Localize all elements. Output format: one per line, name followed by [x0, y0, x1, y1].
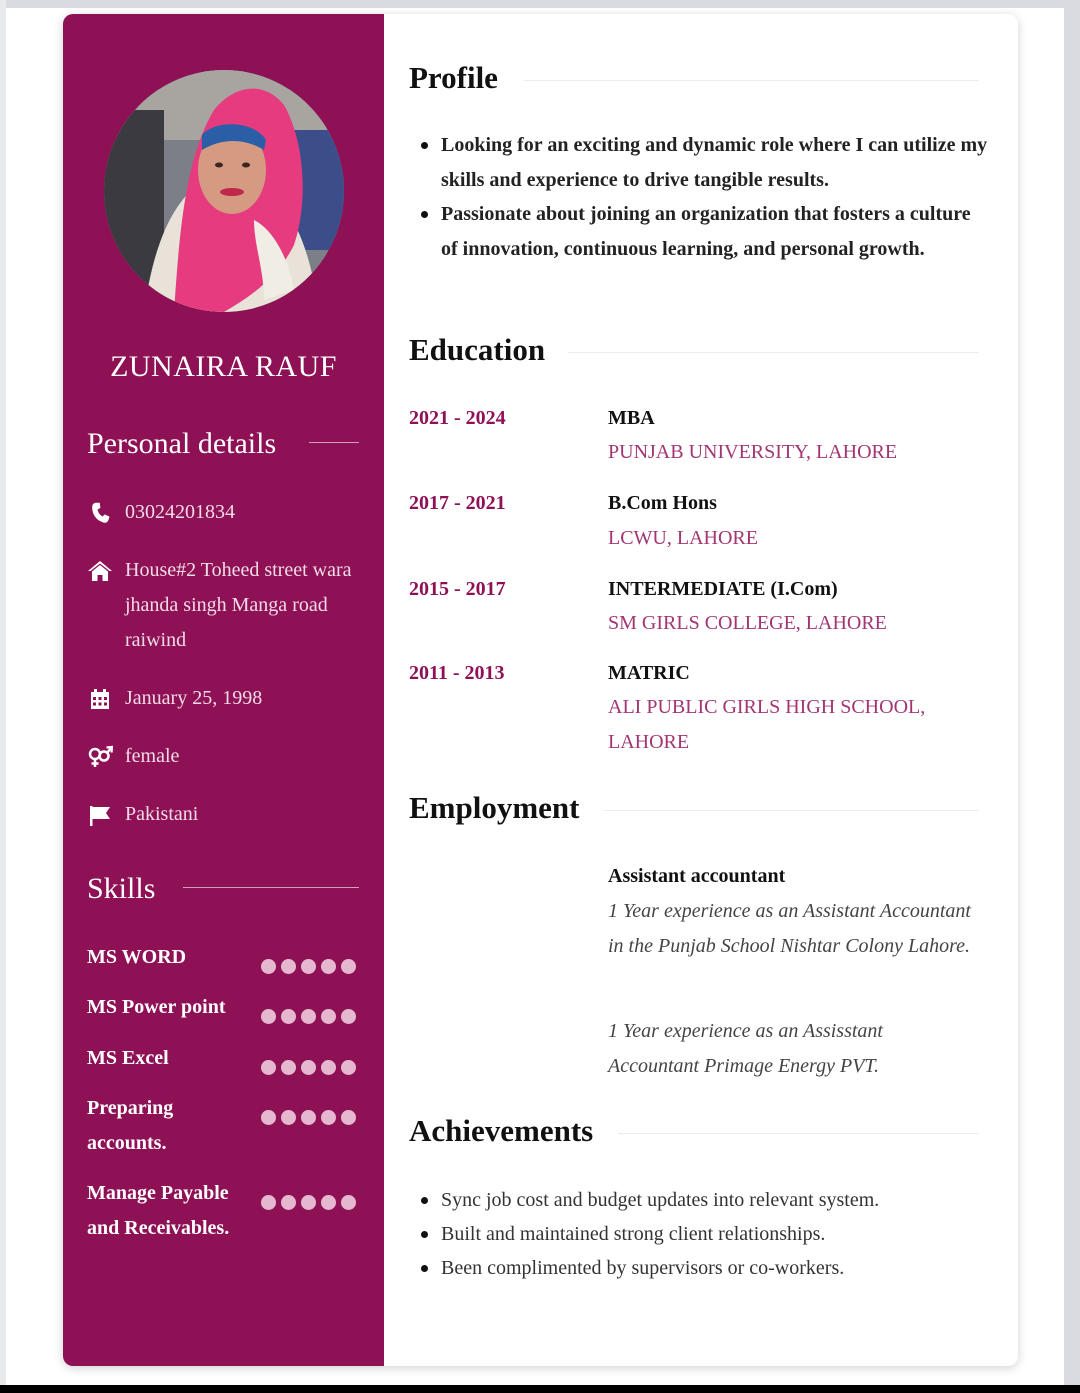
skills-divider [183, 887, 359, 888]
achievements-heading: Achievements [409, 1113, 594, 1148]
resume-sheet [63, 14, 1018, 1366]
rating-dot [321, 1195, 336, 1210]
skill-row [87, 1041, 377, 1076]
job-title: Assistant accountant [608, 865, 786, 887]
dob-detail [87, 681, 367, 716]
rating-dot [301, 959, 316, 974]
rating-dot [261, 1060, 276, 1075]
job-description: 1 Year experience as an Assistant Accountant in the Punjab School Nishtar Colony Lahore. [608, 900, 971, 957]
achievement-bullet: Sync job cost and budget updates into relevant system. [409, 1183, 989, 1217]
rating-dot [261, 1110, 276, 1125]
achievements-divider [618, 1133, 979, 1134]
rating-dot [301, 1195, 316, 1210]
edu-school: ALI PUBLIC GIRLS HIGH SCHOOL, LAHORE [608, 696, 926, 753]
rating-dot [341, 1009, 356, 1024]
skill-name: Preparing accounts. [87, 1097, 174, 1154]
gender-icon [87, 745, 113, 769]
skill-name: MS WORD [87, 946, 187, 968]
rating-dot [341, 959, 356, 974]
screen-top-edge [0, 0, 1080, 8]
profile-bullet: Passionate about joining an organization that fosters a culture of innovation, continuous learning, and personal growth. [409, 197, 989, 266]
profile-divider [524, 80, 979, 81]
skill-rating [261, 951, 361, 986]
skill-rating [261, 1052, 361, 1087]
profile-list [409, 128, 989, 266]
skills-heading: Skills [87, 872, 156, 905]
skill-name: Manage Payable and Receivables. [87, 1182, 230, 1239]
achievements-list [409, 1183, 989, 1285]
rating-dot [301, 1110, 316, 1125]
skill-row [87, 1091, 377, 1161]
profile-bullet: Looking for an exciting and dynamic role where I can utilize my skills and experience to drive tangible results. [409, 128, 989, 197]
profile-heading: Profile [409, 60, 498, 95]
rating-dot [321, 1009, 336, 1024]
rating-dot [281, 1009, 296, 1024]
date-of-birth: January 25, 1998 [125, 687, 263, 709]
edu-degree: MATRIC [608, 662, 690, 684]
rating-dot [281, 1195, 296, 1210]
skill-name: MS Power point [87, 996, 226, 1018]
achievement-bullet: Built and maintained strong client relationships. [409, 1217, 989, 1251]
education-heading: Education [409, 332, 546, 367]
rating-dot [321, 959, 336, 974]
rating-dot [261, 1009, 276, 1024]
phone-detail [87, 495, 367, 530]
address-detail [87, 553, 367, 658]
calendar-icon [87, 687, 113, 711]
phone-number: 03024201834 [125, 501, 235, 523]
rating-dot [281, 1110, 296, 1125]
achievement-bullet: Been complimented by supervisors or co-workers. [409, 1251, 989, 1285]
rating-dot [301, 1009, 316, 1024]
edu-school: SM GIRLS COLLEGE, LAHORE [608, 612, 887, 634]
edu-years: 2021 - 2024 [409, 407, 506, 429]
rating-dot [281, 959, 296, 974]
rating-dot [261, 1195, 276, 1210]
screen-right-edge [1064, 0, 1080, 1393]
job-description: 1 Year experience as an Assisstant Accountant Primage Energy PVT. [608, 1020, 883, 1077]
edu-years: 2017 - 2021 [409, 492, 506, 514]
profile-photo-illustration [104, 70, 344, 312]
edu-school: LCWU, LAHORE [608, 527, 758, 549]
screen-left-edge [0, 0, 6, 1393]
edu-years: 2011 - 2013 [409, 662, 505, 684]
candidate-name: ZUNAIRA RAUF [110, 350, 337, 383]
skill-rating [261, 1001, 361, 1036]
skill-rating [261, 1187, 361, 1222]
rating-dot [321, 1060, 336, 1075]
gender-detail [87, 739, 367, 774]
education-divider [568, 352, 979, 353]
rating-dot [321, 1110, 336, 1125]
skill-row [87, 990, 377, 1025]
rating-dot [301, 1060, 316, 1075]
edu-degree: MBA [608, 407, 655, 429]
gender: female [125, 745, 180, 767]
nationality-detail [87, 797, 367, 832]
personal-details-heading: Personal details [87, 427, 277, 460]
employment-divider [603, 810, 979, 811]
edu-school: PUNJAB UNIVERSITY, LAHORE [608, 441, 898, 463]
personal-details-divider [309, 442, 359, 443]
edu-degree: INTERMEDIATE (I.Com) [608, 578, 838, 600]
employment-heading: Employment [409, 790, 580, 825]
rating-dot [341, 1060, 356, 1075]
resume-sidebar [63, 14, 384, 1366]
rating-dot [341, 1195, 356, 1210]
edu-degree: B.Com Hons [608, 492, 717, 514]
rating-dot [261, 959, 276, 974]
home-icon [87, 559, 113, 583]
rating-dot [281, 1060, 296, 1075]
skill-rating [261, 1102, 361, 1137]
nationality: Pakistani [125, 803, 199, 825]
skill-name: MS Excel [87, 1047, 169, 1069]
profile-photo [104, 70, 344, 312]
edu-years: 2015 - 2017 [409, 578, 506, 600]
address-text: House#2 Toheed street wara jhanda singh Manga road raiwind [125, 559, 352, 651]
rating-dot [341, 1110, 356, 1125]
flag-icon [87, 803, 113, 827]
screen-bottom-edge [0, 1385, 1080, 1393]
phone-icon [87, 501, 113, 525]
skill-row [87, 1176, 377, 1246]
skill-row [87, 940, 377, 975]
